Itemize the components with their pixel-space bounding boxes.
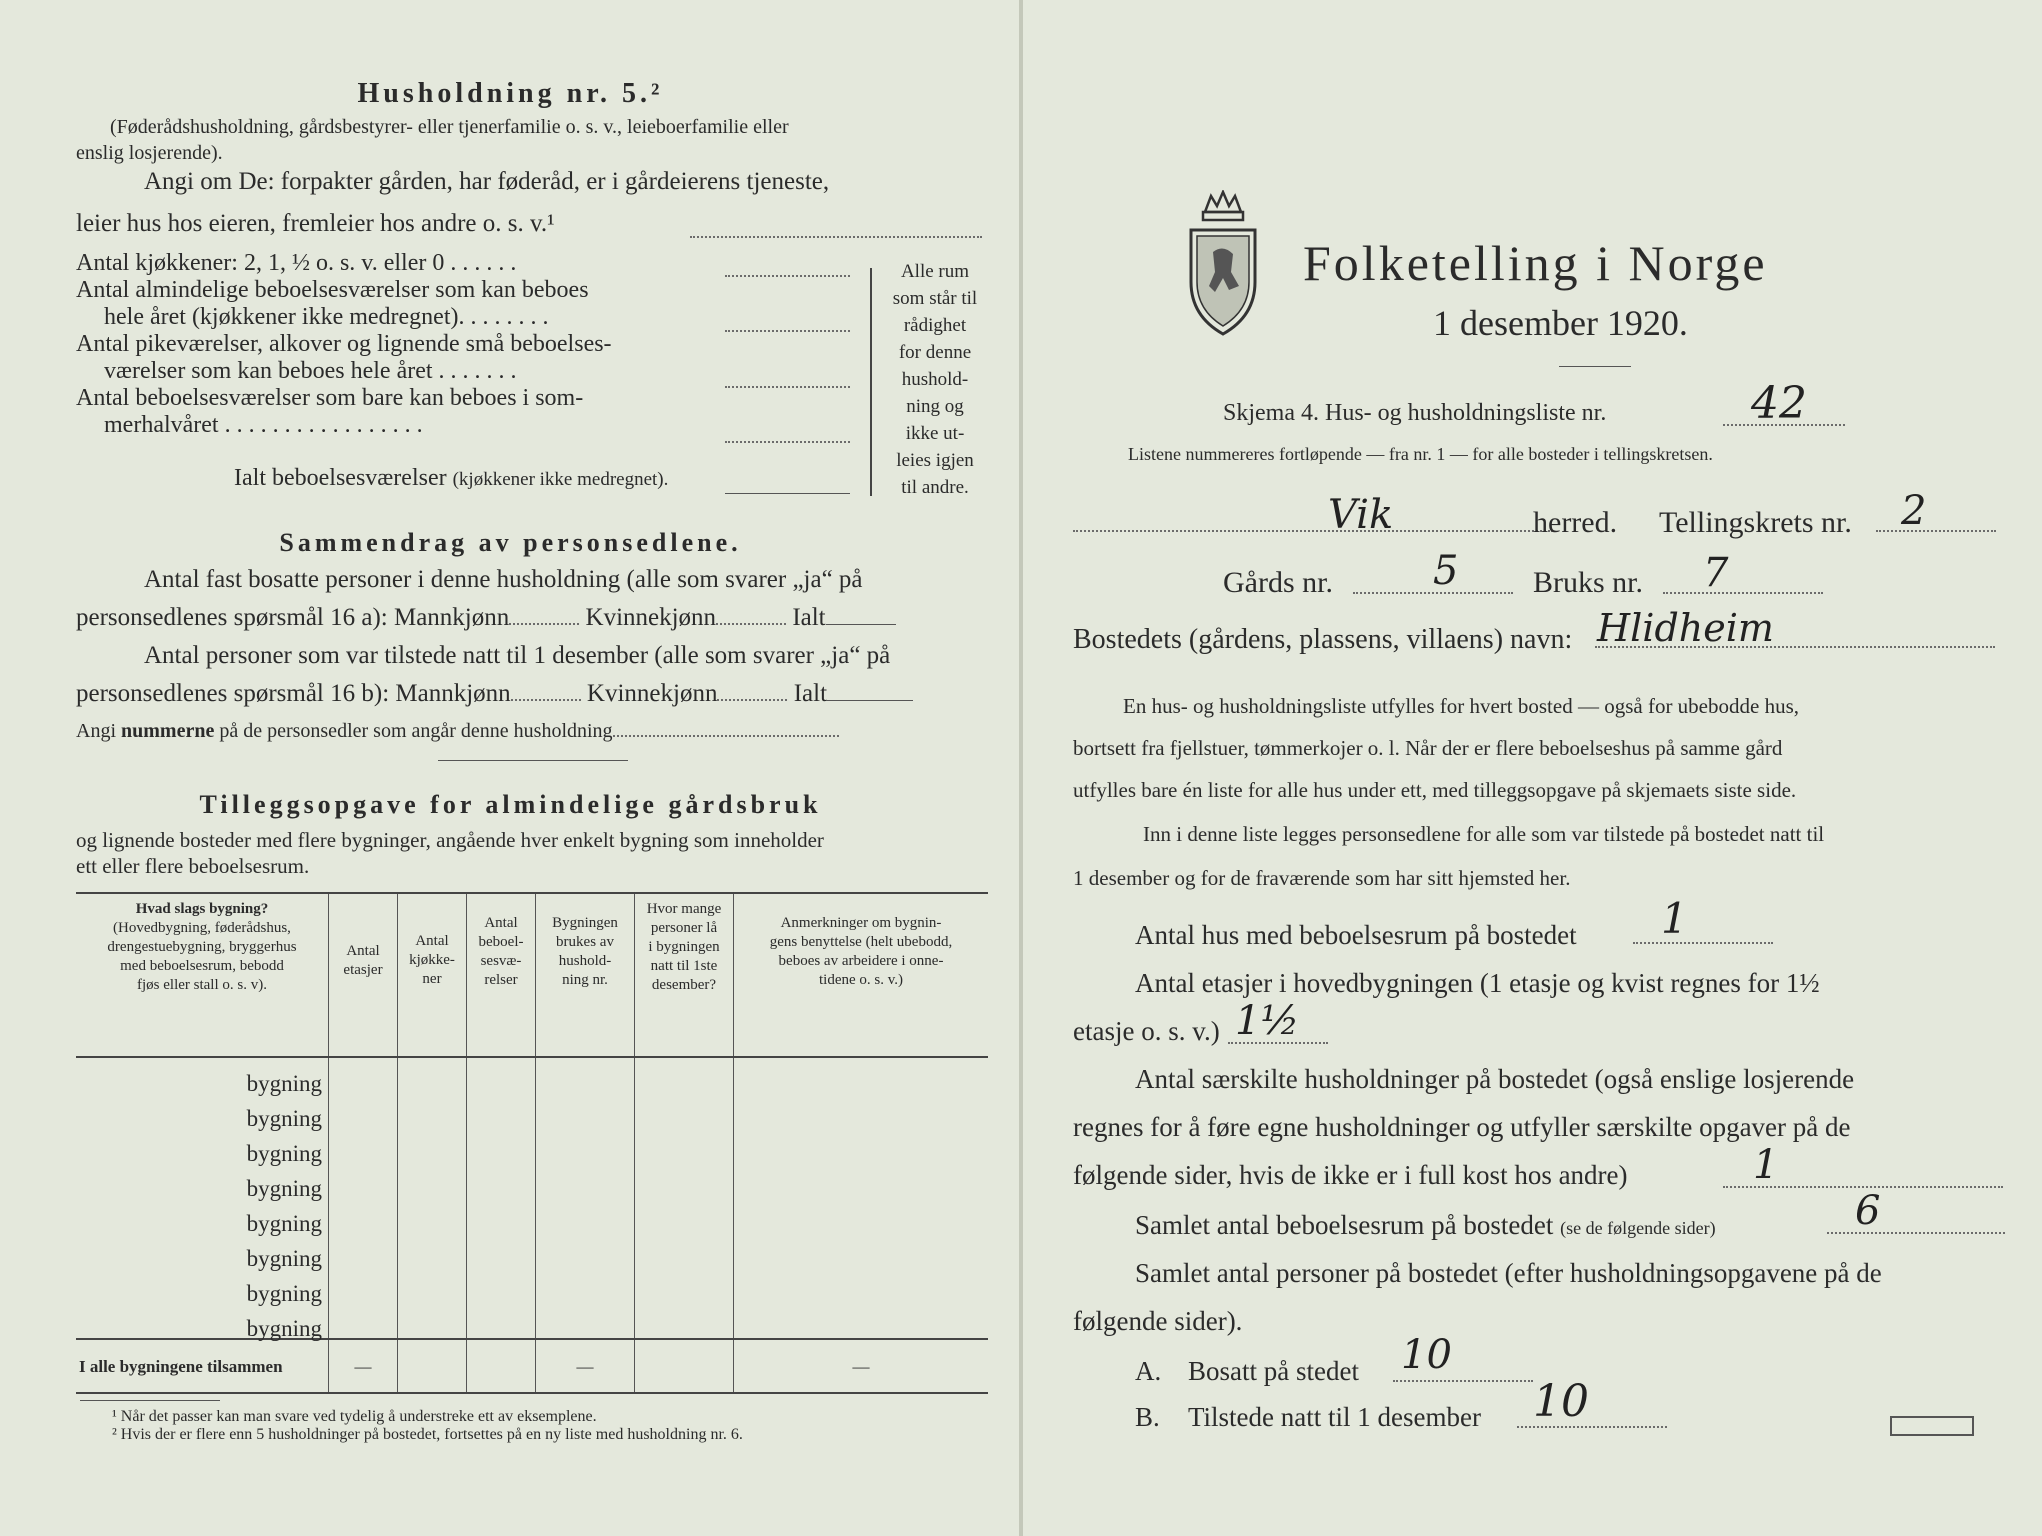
summary-kvinnekjonn-2: Kvinnekjønn xyxy=(586,680,718,707)
col-header-kjokkener-l3: ner xyxy=(422,971,442,987)
col-header-p-l4: natt til 1ste xyxy=(650,958,718,974)
angi-line-1: Angi om De: forpakter gården, har føderåd, er i gårdeierens tjeneste, xyxy=(144,168,830,195)
col-header-a-l4: tidene o. s. v.) xyxy=(818,972,903,988)
right-page xyxy=(1023,0,2042,1536)
samlet-rum xyxy=(1135,1210,1716,1241)
table-row xyxy=(76,1128,988,1163)
bruks-label: Bruks nr. xyxy=(1533,566,1644,599)
ialt-rooms-note: (kjøkkener ikke medregnet). xyxy=(452,469,669,490)
rooms-q2: Antal almindelige beboelsesværelser som kan beboes xyxy=(76,277,589,303)
tilstede-text: Tilstede natt til 1 desember xyxy=(1188,1402,1481,1432)
intro-line-2: enslig losjerende). xyxy=(76,142,223,164)
gards-value: 5 xyxy=(1433,548,1459,594)
angi-nummerne-rest: på de personsedler som angår denne husholdning xyxy=(219,720,613,742)
table-row xyxy=(76,1198,988,1233)
nummerne-word: nummerne xyxy=(121,720,215,742)
angi-line-2: leier hus hos eieren, fremleier hos andre o. s. v.¹ xyxy=(76,210,555,237)
col-header-bv-l2: beboel- xyxy=(478,934,524,950)
summary-line-3: Antal personer som var tilstede natt til 1 desember (alle som svarer „ja“ på xyxy=(144,642,891,669)
samlet-rum-note: (se de følgende sider) xyxy=(1560,1218,1716,1238)
summary-line-2 xyxy=(76,604,896,632)
antal-hus-answer-line xyxy=(1633,942,1773,944)
table-row xyxy=(76,1057,988,1093)
summary-ialt-1: Ialt xyxy=(792,604,826,631)
sum-label: I alle bygningene tilsammen xyxy=(76,1339,329,1393)
table-header-row xyxy=(76,893,988,1057)
answer-line-rooms xyxy=(725,330,850,332)
summary-mannkjonn-1: personsedlenes spørsmål 16 a): Mannkjønn xyxy=(76,604,510,631)
brace-note-4: for denne xyxy=(898,342,972,363)
husholdninger-value: 1 xyxy=(1753,1142,1779,1188)
divider xyxy=(438,760,628,761)
bosatt-answer-line xyxy=(1393,1380,1533,1382)
sum-dash-anmerkninger: — xyxy=(734,1339,989,1393)
etasjer-line-2: etasje o. s. v.) xyxy=(1073,1016,1220,1046)
table-row xyxy=(76,1093,988,1128)
col-header-hh-l1: Bygningen xyxy=(552,915,618,931)
row-label: bygning xyxy=(246,1316,322,1341)
instruction-3: utfylles bare én liste for alle hus under ett, med tilleggsopgave på skjemaets siste side. xyxy=(1073,778,1797,802)
table-sum-row xyxy=(76,1339,988,1393)
col-header-anmerkninger xyxy=(734,893,989,1057)
answer-line-summer-rooms xyxy=(725,441,850,443)
bruks-value: 7 xyxy=(1703,550,1729,596)
antal-hus-label: Antal hus med beboelsesrum på bostedet xyxy=(1135,920,1577,950)
table-row xyxy=(76,1233,988,1268)
samlet-rum-answer-line xyxy=(1827,1232,2005,1234)
brace-note-7: ikke ut- xyxy=(905,423,965,444)
sum-dash-etasjer: — xyxy=(329,1339,398,1393)
brace-note-1: Alle rum xyxy=(900,261,970,282)
brace-note-9: til andre. xyxy=(901,477,969,498)
col-header-kjokkener xyxy=(398,893,467,1057)
col-header-building xyxy=(76,893,329,1057)
tillegg-text-2: ett eller flere beboelsesrum. xyxy=(76,854,310,878)
col-header-etasjer-l1: Antal xyxy=(346,943,380,959)
row-label: bygning xyxy=(246,1106,322,1131)
bostedets-value: Hlidheim xyxy=(1597,606,1774,650)
ialt-rooms xyxy=(234,465,668,492)
row-label: bygning xyxy=(246,1246,322,1271)
col-header-personer xyxy=(635,893,734,1057)
summary-line-4 xyxy=(76,680,913,708)
brace-note xyxy=(880,258,990,501)
col-header-bv-l4: relser xyxy=(484,972,518,988)
row-label: bygning xyxy=(246,1176,322,1201)
answer-line-ialt-rooms xyxy=(725,493,850,494)
form-date: 1 desember 1920. xyxy=(1433,303,1688,343)
tellingskrets-value: 2 xyxy=(1901,488,1927,534)
col-header-etasjer-l2: etasjer xyxy=(343,962,383,978)
instruction-5: 1 desember og for de fraværende som har sitt hjemsted her. xyxy=(1073,866,1571,890)
tillegg-title: Tilleggsopgave for almindelige gårdsbruk xyxy=(199,790,822,819)
angi-nummerne xyxy=(76,720,839,743)
col-header-hh-l2: brukes av xyxy=(556,934,614,950)
instruction-2: bortsett fra fjellstuer, tømmerkojer o. l. Når der er flere beboelseshus på samme gård xyxy=(1073,736,1783,760)
skjema-label: Skjema 4. Hus- og husholdningsliste nr. xyxy=(1223,400,1607,426)
col-header-building-l2: drengestuebygning, bryggerhus xyxy=(107,939,297,955)
herred-label: herred. xyxy=(1533,506,1618,539)
skjema-line xyxy=(1223,400,1606,427)
summary-ialt-2: Ialt xyxy=(793,680,828,707)
antal-hus-value: 1 xyxy=(1661,894,1688,943)
brace xyxy=(862,268,872,496)
col-header-building-l4: fjøs eller stall o. s. v). xyxy=(137,977,267,993)
samlet-rum-label: Samlet antal beboelsesrum på bostedet xyxy=(1135,1210,1554,1240)
table-row xyxy=(76,1303,988,1339)
col-header-hh-l3: hushold- xyxy=(558,953,612,969)
samlet-personer-line-1: Samlet antal personer på bostedet (efter husholdningsopgavene på de xyxy=(1135,1258,1882,1288)
table-row xyxy=(76,1268,988,1303)
angi-word: Angi xyxy=(76,720,116,742)
bruks-answer-line xyxy=(1663,592,1823,594)
intro-line-1: (Føderådshusholdning, gårdsbestyrer- eller tjenerfamilie o. s. v., leieboerfamilie eller xyxy=(110,116,789,138)
summary-title: Sammendrag av personsedlene. xyxy=(279,528,742,557)
skjema-value: 42 xyxy=(1751,378,1807,429)
instruction-4: Inn i denne liste legges personsedlene for alle som var tilstede på bostedet natt til xyxy=(1143,822,1825,846)
footnote-2: ² Hvis der er flere enn 5 husholdninger på bostedet, fortsettes på en ny liste med husholdning nr. 6. xyxy=(112,1426,743,1443)
printer-stamp xyxy=(1890,1416,1974,1436)
samlet-rum-value: 6 xyxy=(1855,1188,1881,1234)
sum-dash-husholdning: — xyxy=(536,1339,635,1393)
col-header-p-l5: desember? xyxy=(651,977,717,993)
husholdninger-line-1: Antal særskilte husholdninger på bostedet (også enslige losjerende xyxy=(1135,1064,1855,1094)
col-header-p-l3: i bygningen xyxy=(648,939,720,955)
rooms-q2b: hele året (kjøkkener ikke medregnet). . . . . . . . xyxy=(104,304,549,330)
angi-answer-line xyxy=(690,236,982,238)
col-header-kjokkener-l2: kjøkke- xyxy=(409,952,455,968)
col-header-etasjer xyxy=(329,893,398,1057)
summary-line-1: Antal fast bosatte personer i denne husholdning (alle som svarer „ja“ på xyxy=(144,566,863,593)
coat-of-arms-icon xyxy=(1183,190,1263,340)
col-header-building-l1: (Hovedbygning, føderådshus, xyxy=(113,920,291,936)
row-label: bygning xyxy=(246,1141,322,1166)
husholdninger-line-2: regnes for å føre egne husholdninger og utfyller særskilte opgaver på de xyxy=(1073,1112,1851,1142)
row-label: bygning xyxy=(246,1281,322,1306)
tillegg-text-1: og lignende bosteder med flere bygninger, angående hver enkelt bygning som inneholder xyxy=(76,828,824,852)
rooms-q4: Antal beboelsesværelser som bare kan beboes i som- xyxy=(76,385,584,411)
footnote-1: ¹ Når det passer kan man svare ved tydelig å understreke ett av eksemplene. xyxy=(112,1408,597,1425)
col-header-beboelsesvaerelser xyxy=(467,893,536,1057)
brace-note-3: rådighet xyxy=(903,315,967,336)
brace-note-8: leies igjen xyxy=(896,450,974,471)
rooms-q3: Antal pikeværelser, alkover og lignende små beboelses- xyxy=(76,331,612,357)
form-title: Folketelling i Norge xyxy=(1303,235,1768,291)
table-row xyxy=(76,1163,988,1198)
etasjer-line-1: Antal etasjer i hovedbygningen (1 etasje og kvist regnes for 1½ xyxy=(1135,968,1820,998)
col-header-p-l2: personer lå xyxy=(650,920,718,936)
husholdninger-line-3: følgende sider, hvis de ikke er i full kost hos andre) xyxy=(1073,1160,1628,1190)
rooms-q1: Antal kjøkkener: 2, 1, ½ o. s. v. eller 0 . . . . . . xyxy=(76,250,517,276)
title-underline xyxy=(1559,366,1631,367)
col-header-hh-l4: ning nr. xyxy=(562,972,608,988)
col-header-husholdning xyxy=(536,893,635,1057)
col-header-kjokkener-l1: Antal xyxy=(415,933,449,949)
col-header-bv-l3: sesvæ- xyxy=(480,953,522,969)
etasjer-value: 1½ xyxy=(1235,998,1300,1044)
numbering-note: Listene nummereres fortløpende — fra nr. 1 — for alle bosteder i tellingskretsen. xyxy=(1128,444,1713,464)
answer-line-kitchens xyxy=(725,275,850,277)
brace-note-6: ning og xyxy=(906,396,964,417)
col-header-a-l2: gens benyttelse (helt ubebodd, xyxy=(769,934,953,950)
samlet-personer-line-2: følgende sider). xyxy=(1073,1306,1243,1336)
answer-line-small-rooms xyxy=(725,386,850,388)
tilstede-value: 10 xyxy=(1533,1376,1589,1427)
col-header-bv-l1: Antal xyxy=(484,915,518,931)
col-header-a-l3: beboes av arbeidere i onne- xyxy=(778,953,944,969)
col-header-building-title: Hvad slags bygning? xyxy=(135,901,269,917)
tellingskrets-answer-line xyxy=(1876,530,1996,532)
brace-note-2: som står til xyxy=(892,288,978,309)
summary-mannkjonn-2: personsedlenes spørsmål 16 b): Mannkjønn xyxy=(76,680,511,707)
rooms-questions xyxy=(76,250,612,439)
tilstede-label: B. xyxy=(1135,1402,1160,1432)
bostedets-label: Bostedets (gårdens, plassens, villaens) navn: xyxy=(1073,624,1573,655)
rooms-q4b: merhalvåret . . . . . . . . . . . . . . . . . xyxy=(104,412,423,438)
row-label: bygning xyxy=(246,1071,322,1096)
summary-kvinnekjonn-1: Kvinnekjønn xyxy=(585,604,717,631)
tellingskrets-label: Tellingskrets nr. xyxy=(1659,506,1852,539)
herred-value: Vik xyxy=(1328,492,1394,538)
bosatt-text: Bosatt på stedet xyxy=(1188,1356,1359,1386)
rooms-q3b: værelser som kan beboes hele året . . . . . . . xyxy=(104,358,517,384)
bosatt-label: A. xyxy=(1135,1356,1162,1386)
building-table xyxy=(76,892,988,1394)
footnote-divider xyxy=(80,1400,220,1401)
col-header-p-l1: Hvor mange xyxy=(646,901,722,917)
col-header-building-l3: med beboelsesrum, bebodd xyxy=(120,958,284,974)
gards-label: Gårds nr. xyxy=(1223,566,1333,599)
ialt-rooms-label: Ialt beboelsesværelser xyxy=(234,465,447,491)
instruction-1: En hus- og husholdningsliste utfylles for hvert bosted — også for ubebodde hus, xyxy=(1123,694,1799,718)
bosatt-value: 10 xyxy=(1401,1332,1452,1378)
brace-note-5: hushold- xyxy=(901,369,969,390)
herred-answer-line xyxy=(1073,530,1553,532)
col-header-a-l1: Anmerkninger om bygnin- xyxy=(780,915,942,931)
row-label: bygning xyxy=(246,1211,322,1236)
household-title: Husholdning nr. 5.² xyxy=(357,78,664,109)
